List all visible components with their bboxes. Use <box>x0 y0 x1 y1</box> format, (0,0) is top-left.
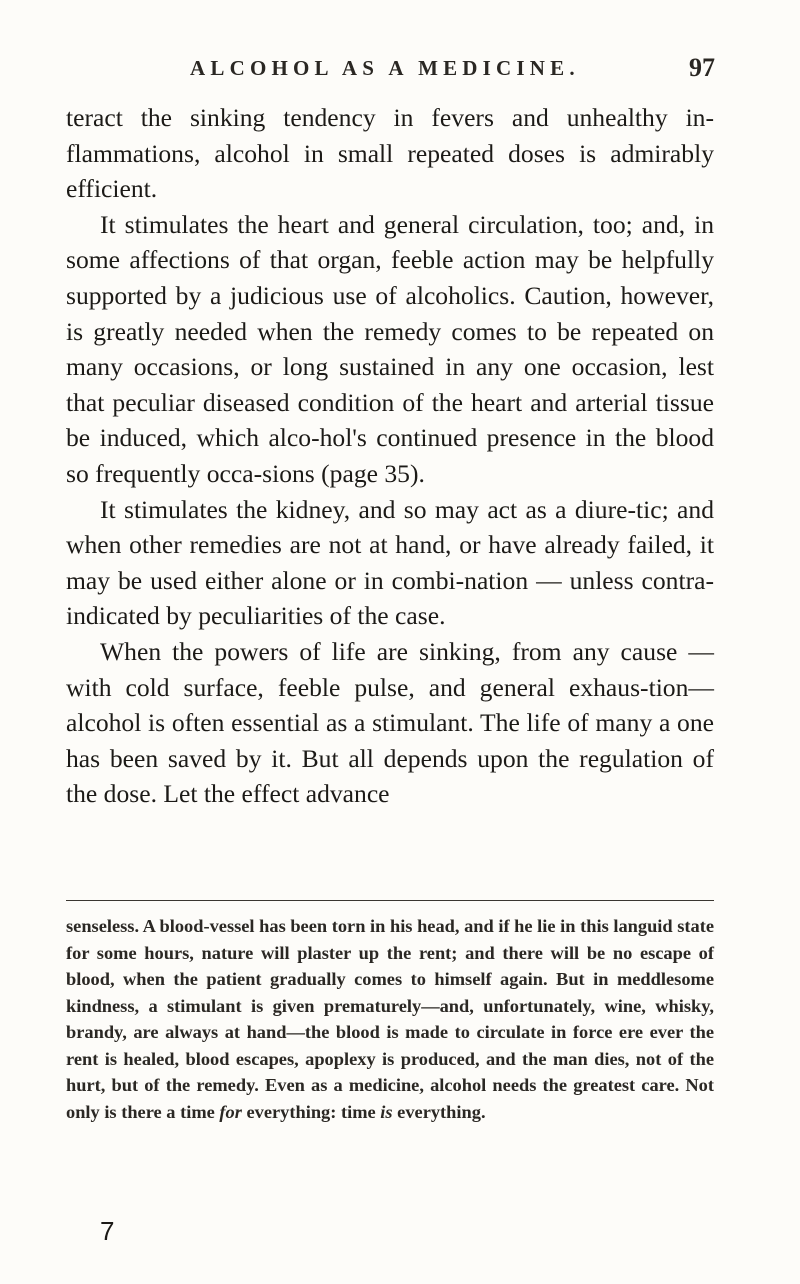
running-title: ALCOHOL AS A MEDICINE. <box>190 56 580 80</box>
footnote-paragraph <box>66 913 714 1125</box>
paragraph-1: teract the sinking tendency in fevers and unhealthy in-flammations, alcohol in small repeated doses is admirably efficient. <box>66 103 714 204</box>
footnote <box>66 913 714 1125</box>
footnote-divider <box>66 900 714 901</box>
footnote-text-middle: everything: time <box>241 1101 381 1122</box>
footnote-emphasis-for: for <box>219 1101 242 1122</box>
page-header <box>190 48 715 88</box>
main-text <box>66 100 714 812</box>
paragraph-3: It stimulates the kidney, and so may act as a diure-tic; and when other remedies are not at hand, or have already failed, it may be used either alone or in combi-nation — unless contra-indicated by peculiarities of the case. <box>66 494 714 631</box>
footnote-text-before: senseless. A blood-vessel has been torn in his head, and if he lie in this languid state for some hours, nature will plaster up the rent; and there will be no escape of blood, when the patient gradually comes to himself again. But in meddlesome kindness, a stimulant is given prematurely—and, unfortunately, wine, whisky, brandy, are always at hand—the blood is made to circulate in force ere ever the rent is healed, blood escapes, apoplexy is produced, and the man dies, not of the hurt, but of the remedy. Even as a medicine, alcohol needs the greatest care. Not only is there a time <box>66 916 714 1122</box>
footnote-emphasis-is: is <box>380 1101 393 1122</box>
signature-mark: 7 <box>100 1216 115 1246</box>
page-number: 97 <box>689 53 715 82</box>
paragraph-2: It stimulates the heart and general circulation, too; and, in some affections of that organ, feeble action may be helpfully supported by a judicious use of alcoholics. Caution, however, is greatly needed when the remedy comes to be repeated on many occasions, or long sustained in any one occasion, lest that peculiar diseased condition of the heart and arterial tissue be induced, which alco-hol's continued presence in the blood so frequently occa-sions (page 35). <box>66 209 714 488</box>
footnote-text-after: everything. <box>392 1101 486 1122</box>
paragraph-4: When the powers of life are sinking, from any cause — with cold surface, feeble pulse, and general exhaus-tion—alcohol is often essential as a stimulant. The life of many a one has been saved by it. But all depends upon the regulation of the dose. Let the effect advance <box>66 636 714 809</box>
